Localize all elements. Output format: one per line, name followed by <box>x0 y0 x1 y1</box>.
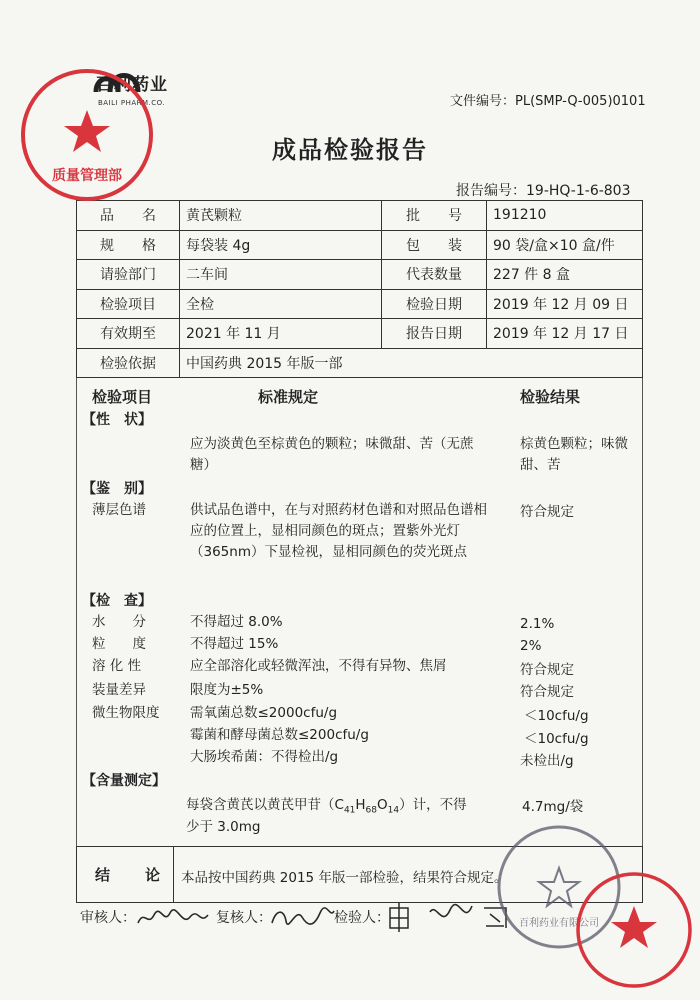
section-inspection: 【检 查】 <box>82 593 152 609</box>
character-standard: 应为淡黄色至棕黄色的颗粒；味微甜、苦（无蔗糖） <box>190 436 474 473</box>
col-header-result: 检验结果 <box>520 388 581 406</box>
inspector-signature <box>386 898 516 934</box>
character-result: 棕黄色颗粒；味微甜、苦 <box>520 436 628 473</box>
assay-standard-cont: 少于 3.0mg <box>186 819 261 835</box>
check-item: 粒 度 <box>92 636 146 652</box>
quantity-value: 227 件 8 盒 <box>487 260 643 290</box>
dept-value: 二车间 <box>180 260 382 290</box>
test-item-value: 全检 <box>180 289 382 319</box>
inspector-label: 检验人： <box>334 910 390 926</box>
check-item: 溶 化 性 <box>92 658 142 674</box>
test-date-label: 检验日期 <box>382 289 487 319</box>
test-date-value: 2019 年 12 月 09 日 <box>487 289 643 319</box>
spec-label: 规 格 <box>77 230 180 260</box>
document-number: 文件编号：PL(SMP-Q-005)0101 <box>450 94 646 109</box>
check-result: 未检出/g <box>520 753 574 769</box>
rechecker-signature <box>268 903 336 931</box>
check-item: 微生物限度 <box>92 705 160 721</box>
section-identification: 【鉴 别】 <box>82 481 152 497</box>
conclusion-box <box>76 846 643 903</box>
table-row <box>77 201 643 231</box>
table-row <box>77 230 643 260</box>
package-value: 90 袋/盒×10 盒/件 <box>487 230 643 260</box>
check-standard: 限度为±5% <box>190 682 264 698</box>
product-name-label: 品 名 <box>77 201 180 231</box>
dept-label: 请验部门 <box>77 260 180 290</box>
conclusion-text: 本品按中国药典 2015 年版一部检验，结果符合规定。 <box>181 870 508 886</box>
tlc-item: 薄层色谱 <box>92 502 146 518</box>
check-item: 装量差异 <box>92 682 146 698</box>
table-row <box>77 260 643 290</box>
check-result: 2.1% <box>520 616 555 632</box>
report-number: 报告编号：19-HQ-1-6-803 <box>456 183 631 199</box>
check-result: ＜10cfu/g <box>524 708 589 724</box>
tlc-standard: 供试品色谱中，在与对照药材色谱和对照品色谱相应的位置上，显相同颜色的斑点；置紫外光灯（365nm）下显检视，显相同颜色的荧光斑点 <box>190 502 487 560</box>
report-date-value: 2019 年 12 月 17 日 <box>487 319 643 349</box>
quantity-label: 代表数量 <box>382 260 487 290</box>
package-label: 包 装 <box>382 230 487 260</box>
table-row <box>77 348 643 378</box>
page-title: 成品检验报告 <box>272 136 428 164</box>
table-row <box>77 289 643 319</box>
info-table <box>76 200 643 378</box>
basis-label: 检验依据 <box>77 348 180 378</box>
section-character: 【性 状】 <box>82 412 152 428</box>
batch-number-value: 191210 <box>487 201 643 231</box>
table-row <box>77 319 643 349</box>
expiry-value: 2021 年 11 月 <box>180 319 382 349</box>
company-name: 百利药业 <box>96 75 168 95</box>
test-item-label: 检验项目 <box>77 289 180 319</box>
check-result: 符合规定 <box>520 662 574 678</box>
batch-number-label: 批 号 <box>382 201 487 231</box>
check-standard: 应全部溶化或轻微浑浊，不得有异物、焦屑 <box>190 658 447 674</box>
check-result: ＜10cfu/g <box>524 731 589 747</box>
check-standard: 不得超过 8.0% <box>190 614 283 630</box>
tlc-result: 符合规定 <box>520 504 574 520</box>
check-item: 水 分 <box>92 614 146 630</box>
check-standard: 霉菌和酵母菌总数≤200cfu/g <box>190 727 369 743</box>
svg-text:质量管理部: 质量管理部 <box>52 168 122 184</box>
check-standard: 不得超过 15% <box>190 636 279 652</box>
assay-result: 4.7mg/袋 <box>522 799 584 815</box>
assay-standard: 每袋含黄芪以黄芪甲苷$(C_{41}H_{68}O_{14})$计，不得 <box>186 797 467 816</box>
check-standard: 大肠埃希菌：不得检出/g <box>190 749 339 765</box>
report-date-label: 报告日期 <box>382 319 487 349</box>
check-result: 符合规定 <box>520 684 574 700</box>
rechecker-label: 复核人： <box>216 910 272 926</box>
product-name-value: 黄芪颗粒 <box>180 201 382 231</box>
check-standard: 需氧菌总数≤2000cfu/g <box>190 705 338 721</box>
check-result: 2% <box>520 638 542 654</box>
reviewer-signature <box>134 905 212 931</box>
spec-value: 每袋装 4g <box>180 230 382 260</box>
conclusion-label: 结 论 <box>95 866 171 884</box>
company-name-en: BAILI PHARM.CO. <box>98 99 166 107</box>
reviewer-label: 审核人： <box>80 910 136 926</box>
section-assay: 【含量测定】 <box>82 773 166 789</box>
basis-value: 中国药典 2015 年版一部 <box>180 348 643 378</box>
col-header-standard: 标准规定 <box>258 388 319 406</box>
expiry-label: 有效期至 <box>77 319 180 349</box>
svg-text:百利药业有限公司: 百利药业有限公司 <box>519 918 599 929</box>
col-header-item: 检验项目 <box>92 388 153 406</box>
